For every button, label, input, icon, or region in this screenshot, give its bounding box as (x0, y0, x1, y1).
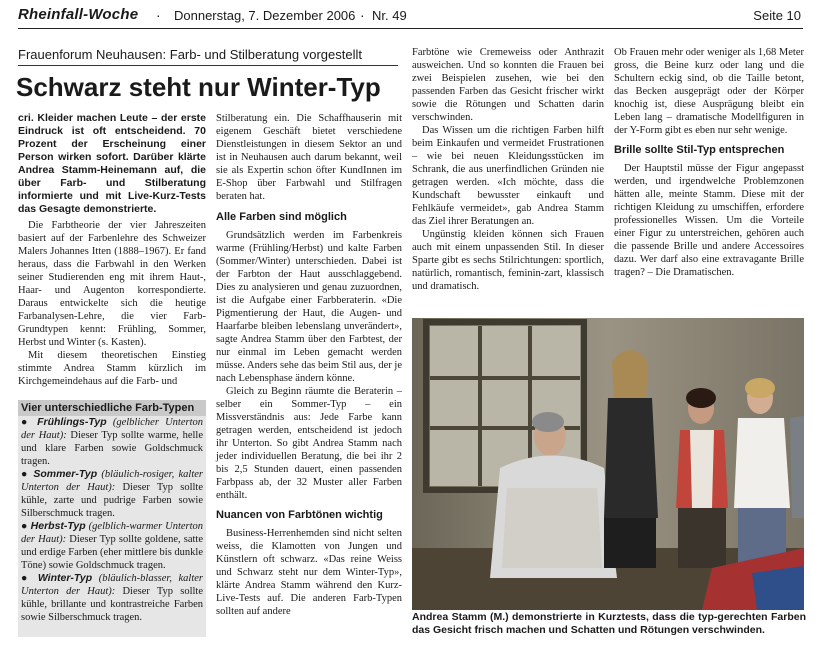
type-text: Dieser Typ sollte kühle, zarte und pudrige Farben sowie Silberschmuck tragen. (21, 482, 203, 519)
paragraph: Stilberatung ein. Die Schaffhauserin mit eigenem Geschäft bietet verschiedene Dienstleistungen in diesem Sektor an und ist in Neuhausen auch darum bekannt, weil sie als Expertin schon öfter KundInnen im E-Shop über Farbwahl und Stilfragen beraten hat. (216, 113, 402, 202)
paragraph: Gleich zu Beginn räumte die Beraterin – selber ein Sommer-Typ – ein Missverständnis aus: Jede Farbe kann getragen werden, entscheidend ist jedoch ihr Unterton. So gibt Andrea Stamm nach jeder individuellen Beratung, die bei ihr 2 bis 2,5 Stunden dauert, einen passenden Farbpass ab, der 32 Muster aller Farben enthält. (216, 386, 402, 501)
masthead: Rheinfall-Woche (18, 6, 139, 23)
paragraph: Business-Herrenhemden sind nicht selten weiss, die Klamotten von Jungen und Künstlern oft schwarz. «Das reine Weiss und Schwarz steht nur dem Winter-Typ», klärte Andrea Stamm während den Kurz-Live-Tests auf. Die anderen Farb-Typen sollten auf andere (216, 528, 402, 617)
type-name: Frühlings-Typ (37, 416, 107, 428)
type-name: Herbst-Typ (30, 520, 86, 532)
column-4 (614, 46, 804, 279)
paragraph: Ob Frauen mehr oder weniger als 1,68 Meter gross, die Beine kurz oder lang und die Schultern eckig sind, ob die Taille betont, das Becken ausgeprägt oder der Körper knochig ist, diese Ausprägung bleibt ein Leben lang – dramatische Modellfiguren in der Y-Form gibt es eben nur sehr wenige. (614, 47, 804, 136)
issue-number: Nr. 49 (372, 8, 407, 23)
column-2 (216, 112, 402, 618)
type-name: Sommer-Typ (33, 468, 98, 480)
issue-date: Donnerstag, 7. Dezember 2006 (174, 8, 356, 23)
info-box-item (18, 572, 206, 624)
article-photo (412, 318, 804, 610)
type-text: Dieser Typ sollte warme, helle und klare Farben sowie Goldschmuck tragen. (21, 430, 203, 467)
info-box-item (18, 520, 206, 572)
info-box (18, 400, 206, 637)
paragraph: Der Hauptstil müsse der Figur angepasst werden, und irgendwelche Problemzonen hätten alle, meinte Stamm. Diese mit der richtigen Kleidung zu umschiffen, erfordere professionelles Wissen. Um die Vorteile einer Figur zu unterstreichen, gehören auch die passende Brille und andere Accessoires dazu. Wer darf also eine extravagante Brille tragen? – Die Dramatischen. (614, 163, 804, 278)
column-1 (18, 112, 206, 388)
type-name: Winter-Typ (37, 572, 93, 584)
bullet-icon: ● (21, 573, 32, 584)
type-note: (gelblicher Unterton der Haut): (21, 417, 203, 441)
paragraph: Die Farbtheorie der vier Jahreszeiten basiert auf der Farbenlehre des Schweizer Malers Johannes Itten (1888–1967). Er fand heraus, dass die Farbwahl in den Werken seiner Studierenden eng mit ihrem Haut-, Haar- und Augenton korrespondierte. Daraus entwickelte sich die heutige Farbanalysen-Lehre, die vier Farb-Grundtypen kennt: Frühling, Sommer, Herbst und Winter (s. Kasten). (18, 220, 206, 348)
header-rule (18, 28, 803, 29)
paragraph: Mit diesem theoretischen Einstieg stimmte Andrea Stamm kürzlich im Kirchgemeindehaus auf die Farb- und (18, 350, 206, 387)
info-box-item (18, 468, 206, 520)
kicker-rule (18, 65, 398, 66)
paragraph: Grundsätzlich werden im Farbenkreis warme (Frühling/Herbst) und kalte Farben (Sommer/Winter) unterschieden. Dabei ist der Farbton der Haut ausschlaggebend. Dies zu analysieren und genau zuzuordnen, ist die Aufgabe einer Farbberaterin. «Die Pigmentierung der Haut, die Augen- und Haarfarbe bleiben lebenslang unverändert», sagte Andrea Stamm über den Farbtest, der nur einmal im Leben gemacht werden müsse. Anders sehe das beim Stil aus, der je nach Lebensphase ändern könne. (216, 230, 402, 384)
column-3 (412, 46, 604, 293)
type-note: (bläulich-rosiger, kalter Unterton der Haut): (21, 469, 204, 493)
subheading: Nuancen von Farbtönen wichtig (216, 509, 383, 521)
info-box-item (18, 416, 206, 468)
paragraph: Ungünstig kleiden können sich Frauen auch mit einem unpassenden Stil. In dieser Sparte gibt es sechs Stilrichtungen: sportlich, natürlich, romantisch, feminin-zart, klassisch und dramatisch. (412, 229, 604, 292)
subheading: Alle Farben sind möglich (216, 211, 347, 223)
article-kicker: Frauenforum Neuhausen: Farb- und Stilberatung vorgestellt (18, 47, 362, 62)
paragraph: Farbtöne wie Cremeweiss oder Anthrazit ausweichen. Und so konnten die Frauen bei zwei Beispielen zusehen, wie bei den passenden Farben das Gesicht frischer wirkt sowie die Rötungen und Schatten darin verschwinden. (412, 47, 604, 123)
header-separator: · (360, 7, 365, 23)
bullet-icon: ● (21, 469, 30, 480)
header-separator: · (156, 7, 161, 23)
article-headline: Schwarz steht nur Winter-Typ (16, 72, 381, 102)
paragraph: Das Wissen um die richtigen Farben hilft beim Einkaufen und vermeidet Frustrationen – wie bei neuen Kleidungsstücken im Schrank, die aus unerfindlichen Gründen nie getragen werden. «Ich möchte, dass die Kundschaft bewusster einkauft und Fehlkäufe vermeidet», gab Andrea Stamm das Ziel ihrer Beratungen an. (412, 125, 604, 227)
subheading: Brille sollte Stil-Typ entsprechen (614, 144, 785, 156)
photo-caption: Andrea Stamm (M.) demonstrierte in Kurztests, dass die typ-gerechten Farben das Gesicht frisch machen und Schatten und Rötungen verschwinden. (412, 611, 806, 636)
article-lead: cri. Kleider machen Leute – der erste Eindruck ist oft entscheidend. 70 Prozent der Erscheinung einer Person wirken sofort. Darüber klärte Andrea Stamm-Heinemann auf, die über Farb- und Stilberatung informierte und mit Live-Kurz-Tests das Gesagte demonstrierte. (18, 112, 206, 215)
bullet-icon: ● (21, 417, 31, 428)
type-text: Dieser Typ sollte goldene, satte und erdige Farben (eher mittlere bis dunkle Töne) sowie Goldschmuck tragen. (21, 534, 203, 571)
bullet-icon: ● (21, 521, 28, 532)
type-note: (bläulich-blasser, kalter Unterton der Haut): (21, 573, 204, 597)
type-text: Dieser Typ sollte kühle, brillante und kontrastreiche Farben sowie Silberschmuck tragen. (21, 586, 203, 623)
type-note: (gelblich-warmer Unterton der Haut): (21, 521, 204, 545)
info-box-title: Vier unterschiedliche Farb-Typen (18, 400, 206, 416)
page-number: Seite 10 (753, 8, 801, 23)
